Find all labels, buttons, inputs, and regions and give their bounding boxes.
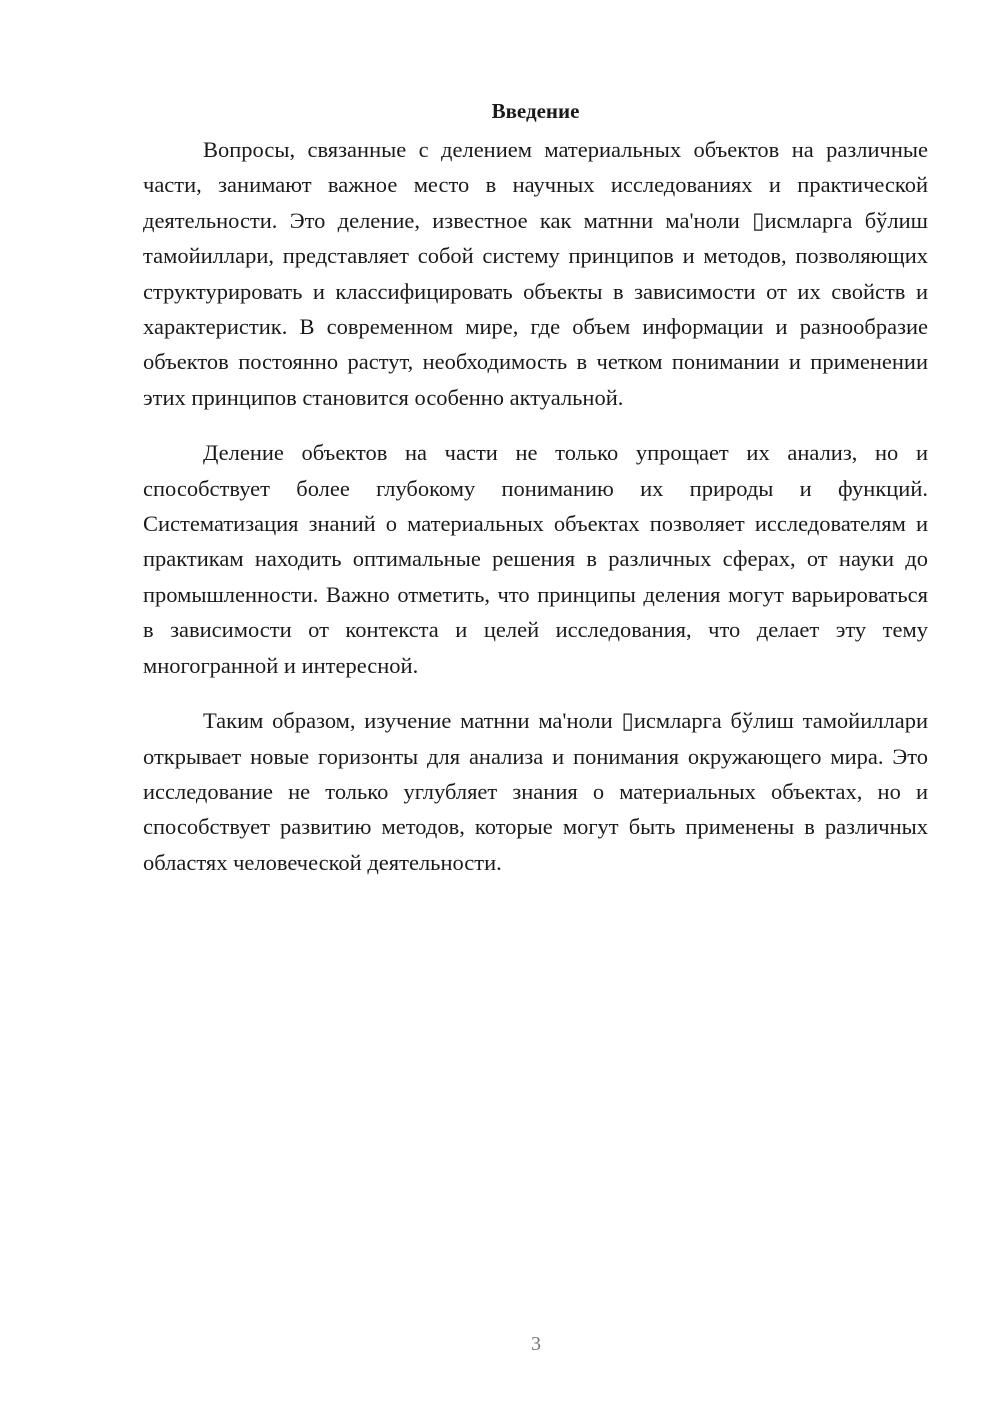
page-number: 3 [531,1333,541,1355]
section-heading: Введение [491,99,580,123]
page-content [143,96,928,900]
paragraph-2: Деление объектов на части не только упрощает их анализ, но и способствует более глубокому пониманию их природы и функций. Систематизация знаний о материальных объектах позволяет исследователям и практикам находить оптимальные решения в различных сферах, от науки до промышленности. Важно отметить, что принципы деления могут варьироваться в зависимости от контекста и целей исследования, что делает эту тему многогранной и интересной. [143,440,928,678]
paragraph-3: Таким образом, изучение матнни ма'ноли ▯исмларга бўлиш тамойиллари открывает новые горизонты для анализа и понимания окружающего мира. Это исследование не только углубляет знания о материальных объектах, но и способствует развитию методов, которые могут быть применены в различных областях человеческой деятельности. [143,708,928,875]
paragraph-1: Вопросы, связанные с делением материальных объектов на различные части, занимают важное место в научных исследованиях и практической деятельности. Это деление, известное как матнни ма'ноли ▯исмларга бўлиш тамойиллари, представляет собой систему принципов и методов, позволяющих структурировать и классифицировать объекты в зависимости от их свойств и характеристик. В современном мире, где объем информации и разнообразие объектов постоянно растут, необходимость в четком понимании и применении этих принципов становится особенно актуальной. [143,137,928,410]
